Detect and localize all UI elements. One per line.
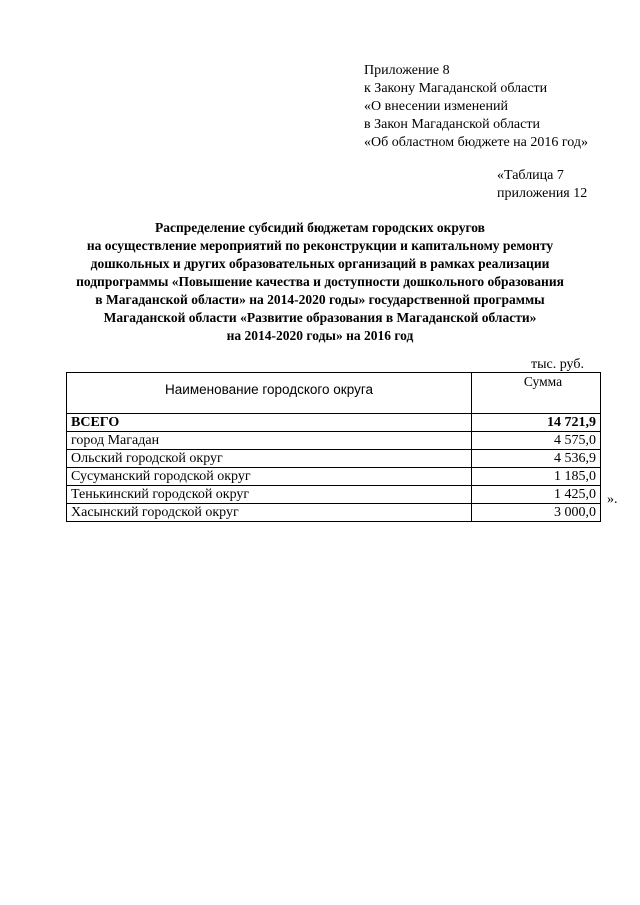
district-sum: 4 575,0 (472, 432, 601, 450)
title-line: Распределение субсидий бюджетам городских округов (155, 220, 485, 235)
title-line: на 2014-2020 годы» на 2016 год (226, 328, 414, 343)
table-row (67, 468, 601, 486)
units-label: тыс. руб. (531, 357, 584, 372)
appendix-header (364, 62, 588, 152)
district-sum: 1 425,0 (472, 486, 601, 504)
district-name: Тенькинский городской округ (67, 486, 472, 504)
document-title (40, 219, 600, 345)
district-name: Ольский городской округ (67, 450, 472, 468)
appendix-line: «Об областном бюджете на 2016 год» (364, 135, 588, 150)
district-name: Хасынский городской округ (67, 504, 472, 522)
closing-quote-mark: ». (607, 492, 618, 507)
total-sum: 14 721,9 (472, 414, 601, 432)
table-row (67, 486, 601, 504)
header-district-name: Наименование городского округа (67, 373, 472, 414)
table-reference (497, 167, 587, 203)
subsidy-table (66, 372, 601, 522)
appendix-line: к Закону Магаданской области (364, 81, 548, 96)
title-line: Магаданской области «Развитие образования в Магаданской области» (103, 310, 537, 325)
table-row (67, 432, 601, 450)
district-name: Сусуманский городской округ (67, 468, 472, 486)
title-line: на осуществление мероприятий по реконструкции и капитальному ремонту (86, 238, 554, 253)
table-header-row (67, 373, 601, 414)
appendix-line: в Закон Магаданской области (364, 117, 540, 132)
table-row (67, 450, 601, 468)
title-line: дошкольных и других образовательных организаций в рамках реализации (90, 256, 550, 271)
district-sum: 3 000,0 (472, 504, 601, 522)
table-total-row (67, 414, 601, 432)
table-row (67, 504, 601, 522)
district-sum: 4 536,9 (472, 450, 601, 468)
appendix-line: «О внесении изменений (364, 99, 508, 114)
header-sum: Сумма (472, 373, 601, 414)
district-name: город Магадан (67, 432, 472, 450)
table-reference-line: приложения 12 (497, 186, 588, 201)
total-label: ВСЕГО (67, 414, 472, 432)
appendix-line: Приложение 8 (364, 63, 450, 78)
title-line: в Магаданской области» на 2014-2020 годы» государственной программы (95, 292, 545, 307)
title-line: подпрограммы «Повышение качества и доступности дошкольного образования (76, 274, 564, 289)
table-reference-line: «Таблица 7 (497, 168, 564, 183)
district-sum: 1 185,0 (472, 468, 601, 486)
